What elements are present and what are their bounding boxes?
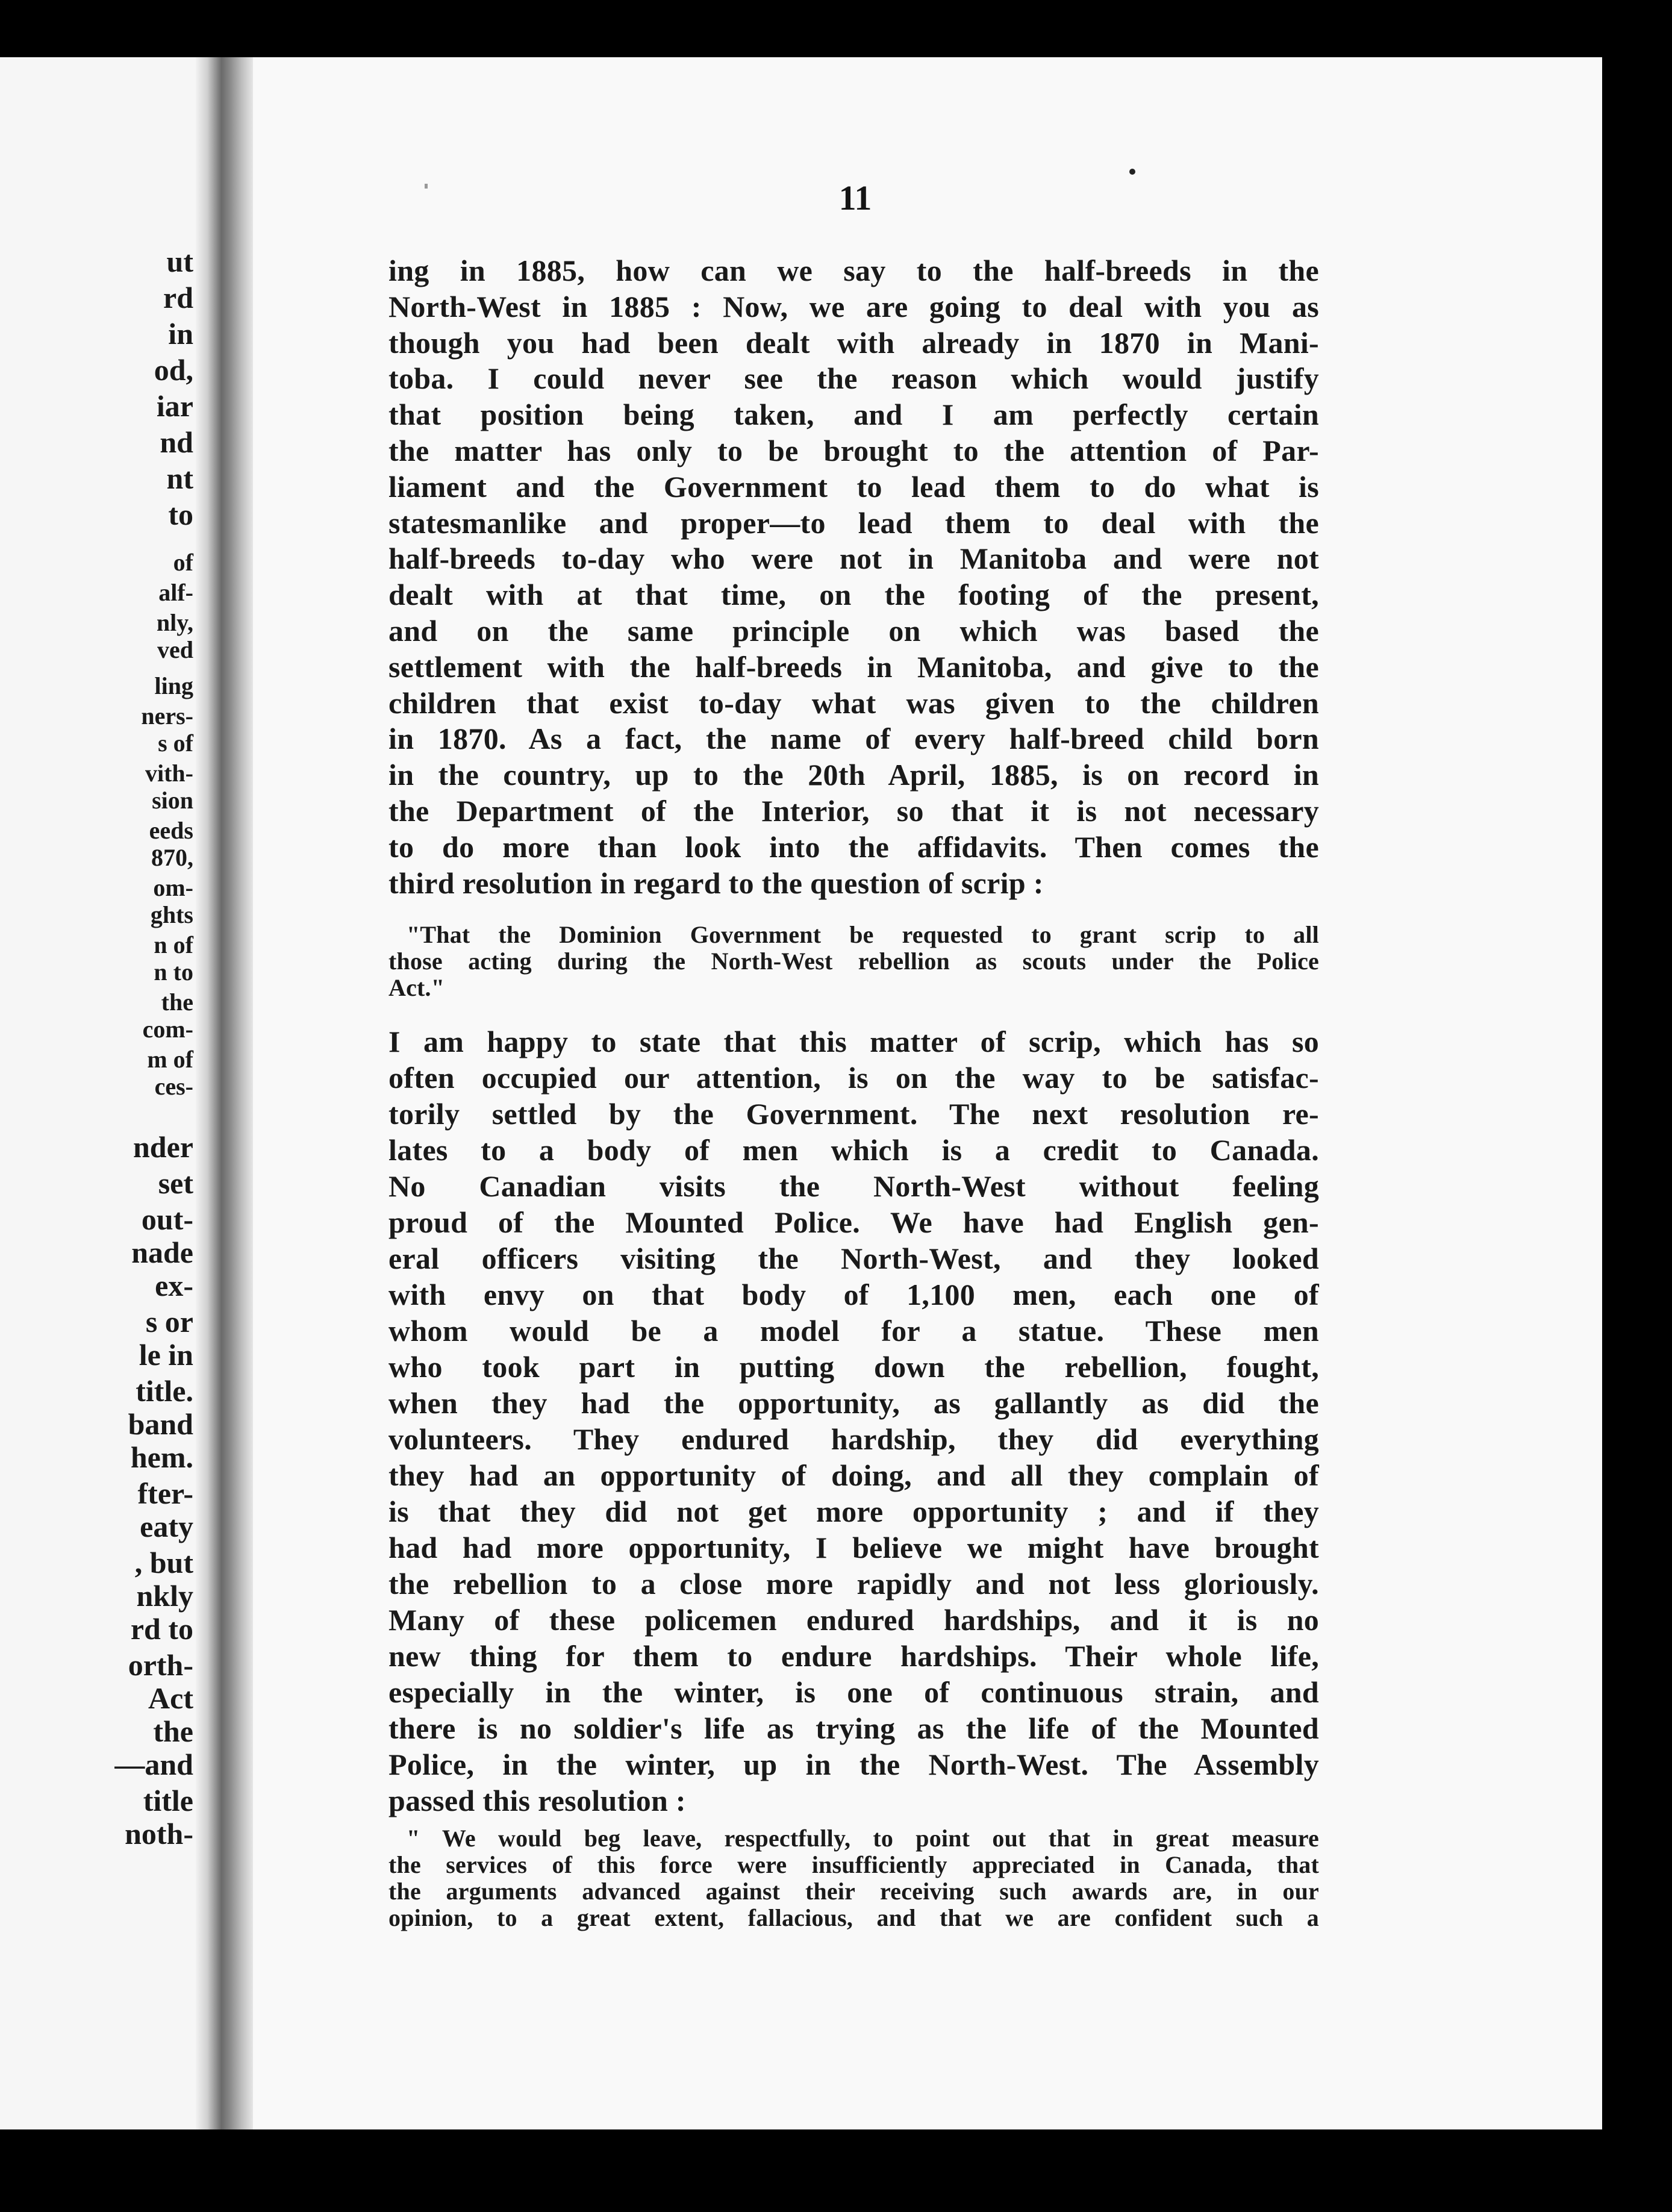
text-line: the matter has only to be brought to the attention of Par- [388, 434, 1319, 467]
previous-page-fragment: hem. [130, 1440, 193, 1474]
previous-page-fragment: ling [154, 672, 193, 699]
previous-page-fragment: noth- [125, 1817, 193, 1851]
page-number: 11 [838, 178, 872, 217]
text-line: ing in 1885, how can we say to the half-breeds in the [388, 254, 1319, 287]
previous-page-fragment: in [168, 317, 193, 351]
previous-page-fragment: ces- [154, 1073, 193, 1100]
text-line: North-West in 1885 : Now, we are going to deal with you as [388, 289, 1319, 323]
print-speck [425, 184, 428, 189]
previous-page-fragment: vith- [145, 760, 193, 787]
page-edge-shadow [1602, 57, 1672, 2129]
previous-page-fragment: nd [160, 425, 193, 459]
previous-page-fragment: s or [145, 1305, 193, 1339]
previous-page-fragment: of [173, 549, 193, 576]
previous-page-fragment: Act [148, 1681, 193, 1715]
text-line: lates to a body of men which is a credit to Canada. [388, 1133, 1319, 1167]
text-line: eral officers visiting the North-West, and they looked [388, 1242, 1319, 1275]
previous-page-fragment: n of [154, 931, 193, 958]
previous-page-fragment: ex- [155, 1269, 193, 1302]
text-line: with envy on that body of 1,100 men, each one of [388, 1278, 1319, 1311]
quote-line: the services of this force were insufficiently appreciated in Canada, that [388, 1851, 1319, 1878]
previous-page-fragment: s of [158, 730, 193, 757]
text-line: I am happy to state that this matter of scrip, which has so [388, 1025, 1319, 1058]
previous-page-fragment: to [168, 498, 193, 531]
print-speck [1129, 169, 1135, 175]
text-line: children that exist to-day what was given to the children [388, 686, 1319, 720]
previous-page-fragment: alf- [158, 579, 193, 606]
quote-line: Act." [388, 974, 445, 1001]
text-line: the rebellion to a close more rapidly and not less gloriously. [388, 1567, 1319, 1601]
previous-page-fragment: ved [157, 636, 193, 663]
previous-page-fragment: band [128, 1407, 193, 1441]
text-line: dealt with at that time, on the footing of the present, [388, 578, 1319, 612]
previous-page-fragment: fter- [137, 1476, 193, 1510]
text-line: that position being taken, and I am perfectly certain [388, 398, 1319, 432]
text-line: volunteers. They endured hardship, they did everything [388, 1422, 1319, 1456]
text-line: Many of these policemen endured hardships, and it is no [388, 1603, 1319, 1637]
text-line: the Department of the Interior, so that it is not necessary [388, 794, 1319, 828]
previous-page-fragment: om- [153, 874, 193, 901]
previous-page-fragment: le in [139, 1338, 193, 1372]
quote-line: "That the Dominion Government be requested to grant scrip to all [407, 921, 1319, 948]
text-line: statesmanlike and proper—to lead them to deal with the [388, 505, 1319, 540]
text-line: is that they did not get more opportunity ; and if they [388, 1495, 1319, 1528]
text-line: when they had the opportunity, as gallantly as did the [388, 1386, 1319, 1420]
text-line: in the country, up to the 20th April, 1885, is on record in [388, 758, 1319, 792]
previous-page-fragment: ut [166, 245, 193, 278]
book-gutter [196, 57, 253, 2129]
previous-page-fragment: 870, [151, 844, 193, 871]
previous-page-fragment: nade [131, 1236, 193, 1269]
previous-page-fragment: com- [142, 1016, 193, 1043]
previous-page-fragment: out- [141, 1202, 193, 1236]
previous-page-fragment: eaty [140, 1510, 193, 1543]
previous-page-fragment: nkly [136, 1579, 193, 1613]
text-line: liament and the Government to lead them to do what is [388, 469, 1319, 504]
previous-page-fragment: , but [134, 1546, 193, 1579]
text-line: and on the same principle on which was based the [388, 614, 1319, 648]
previous-page-fragment: nt [166, 461, 193, 495]
previous-page-fragment: —and [114, 1748, 193, 1781]
text-line: Police, in the winter, up in the North-West. The Assembly [388, 1748, 1319, 1781]
text-line: they had an opportunity of doing, and all they complain of [388, 1458, 1319, 1492]
previous-page-fragment: rd to [130, 1612, 193, 1646]
text-line: especially in the winter, is one of continuous strain, and [388, 1675, 1319, 1709]
text-line: whom would be a model for a statue. These men [388, 1314, 1319, 1348]
previous-page-fragment: od, [154, 353, 193, 387]
previous-page-fragment: m of [147, 1046, 193, 1073]
quote-line: opinion, to a great extent, fallacious, and that we are confident such a [388, 1904, 1319, 1931]
previous-page-fragment: ghts [150, 901, 193, 928]
text-line: toba. I could never see the reason which would justify [388, 361, 1319, 396]
text-line: who took part in putting down the rebellion, fought, [388, 1350, 1319, 1384]
text-line: proud of the Mounted Police. We have had English gen- [388, 1205, 1319, 1239]
previous-page-fragment: nder [133, 1130, 193, 1164]
text-line: torily settled by the Government. The next resolution re- [388, 1097, 1319, 1131]
previous-page-fragment: rd [163, 281, 193, 314]
quote-line: " We would beg leave, respectfully, to point out that in great measure [407, 1825, 1319, 1852]
previous-page-fragment: eeds [149, 817, 193, 844]
previous-page-fragment: title [143, 1784, 193, 1817]
previous-page-fragment: the [161, 989, 193, 1016]
previous-page-fragment: ners- [141, 702, 193, 730]
text-line: new thing for them to endure hardships. Their whole life, [388, 1639, 1319, 1673]
previous-page-fragment: nly, [156, 609, 193, 636]
previous-page-fragment: the [153, 1714, 193, 1748]
text-line: had had more opportunity, I believe we might have brought [388, 1531, 1319, 1564]
previous-page-fragment: orth- [128, 1648, 193, 1682]
previous-page-fragment: set [158, 1166, 193, 1200]
quote-line: the arguments advanced against their receiving such awards are, in our [388, 1878, 1319, 1905]
text-line: third resolution in regard to the question of scrip : [388, 866, 1044, 900]
previous-page-fragment: sion [152, 787, 193, 814]
text-line: No Canadian visits the North-West without feeling [388, 1169, 1319, 1203]
previous-page-fragment: n to [154, 958, 193, 986]
text-line: half-breeds to-day who were not in Manitoba and were not [388, 542, 1319, 576]
text-line: though you had been dealt with already in 1870 in Mani- [388, 325, 1319, 360]
previous-page [0, 57, 196, 2129]
quote-line: those acting during the North-West rebellion as scouts under the Police [388, 948, 1319, 975]
text-line: settlement with the half-breeds in Manitoba, and give to the [388, 649, 1319, 684]
text-line: passed this resolution : [388, 1784, 686, 1817]
previous-page-fragment: title. [136, 1374, 193, 1408]
text-line: often occupied our attention, is on the way to be satisfac- [388, 1061, 1319, 1095]
previous-page-fragment: iar [156, 389, 193, 423]
text-line: there is no soldier's life as trying as the life of the Mounted [388, 1711, 1319, 1745]
text-line: to do more than look into the affidavits. Then comes the [388, 830, 1319, 864]
text-line: in 1870. As a fact, the name of every half-breed child born [388, 722, 1319, 756]
